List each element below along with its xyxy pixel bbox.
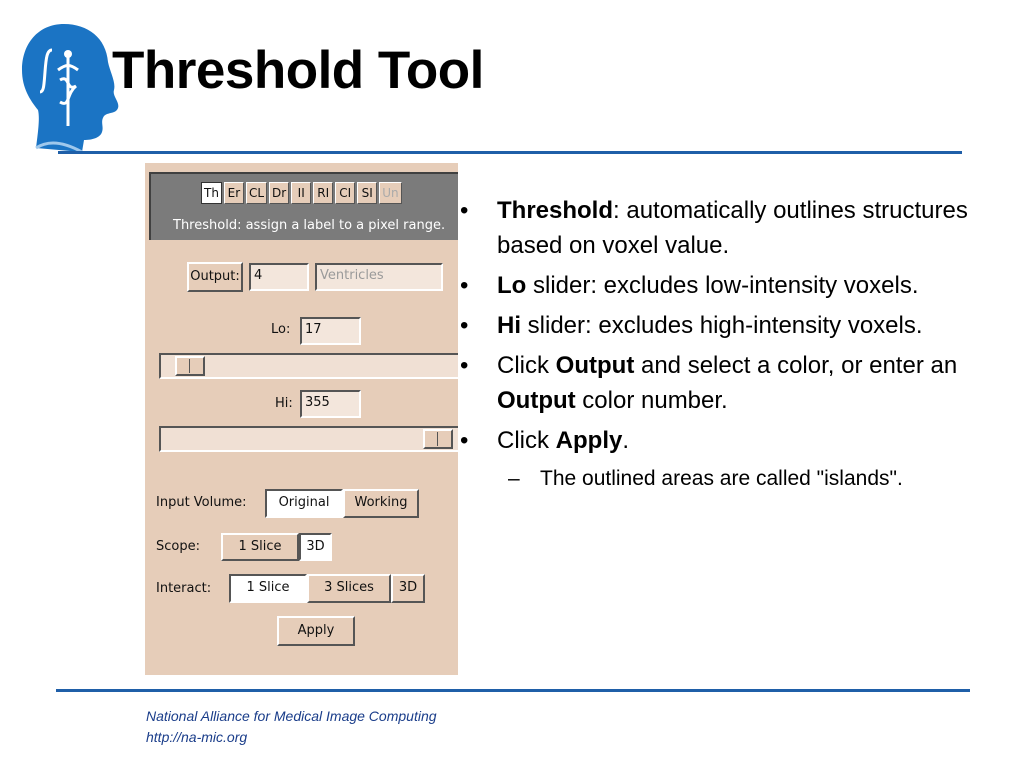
bullet-text: slider: excludes high-intensity voxels. (521, 312, 923, 339)
tab-si[interactable]: SI (357, 182, 377, 204)
tab-ci[interactable]: CI (335, 182, 355, 204)
bullet-text: color number. (575, 387, 728, 414)
apply-button[interactable]: Apply (277, 616, 355, 646)
bullet-bold: Lo (497, 272, 527, 299)
input-volume-label: Input Volume: (156, 495, 247, 510)
bullet-bold: Threshold (497, 197, 614, 224)
input-volume-working-button[interactable]: Working (343, 489, 419, 518)
tab-erode[interactable]: Er (224, 182, 244, 204)
title-divider (58, 151, 962, 154)
hi-slider-handle[interactable] (423, 429, 453, 449)
footer (146, 706, 437, 748)
tab-change-label[interactable]: CL (246, 182, 267, 204)
lo-value-input[interactable]: 17 (300, 317, 361, 345)
scope-3d-button[interactable]: 3D (299, 533, 332, 561)
bullet-text: : automatically outlines structures based on voxel value. (497, 197, 968, 259)
bullet-text: slider: excludes low-intensity voxels. (526, 272, 919, 299)
footer-org: National Alliance for Medical Image Computing (146, 708, 437, 724)
bullet-hi: • Hi slider: excludes high-intensity voxels. (460, 312, 923, 339)
subbullet-text: The outlined areas are called "islands". (540, 467, 903, 490)
namic-head-logo (18, 22, 124, 154)
bullet-bold: Output (555, 352, 635, 379)
interact-1-slice-button[interactable]: 1 Slice (229, 574, 307, 603)
subbullet-islands: – The outlined areas are called "islands". (508, 467, 903, 490)
output-value-input[interactable]: 4 (249, 263, 309, 291)
tab-undo[interactable]: Un (379, 182, 401, 204)
tab-ri[interactable]: RI (313, 182, 333, 204)
bullet-apply: • Click Apply. (460, 427, 630, 454)
bullet-text: . (622, 427, 630, 454)
scope-1-slice-button[interactable]: 1 Slice (221, 533, 299, 561)
bullet-text: Click (497, 427, 556, 454)
lo-label: Lo: (271, 322, 291, 337)
footer-divider (56, 689, 970, 692)
tab-threshold[interactable]: Th (201, 182, 222, 204)
effect-tab-bar (149, 172, 458, 240)
hi-value-input[interactable]: 355 (300, 390, 361, 418)
bullet-bold: Output (497, 387, 576, 414)
lo-slider-handle[interactable] (175, 356, 205, 376)
bullet-bold: Hi (497, 312, 521, 339)
bullet-bold: Apply (555, 427, 623, 454)
scope-label: Scope: (156, 539, 200, 554)
lo-slider[interactable] (159, 353, 458, 379)
bullet-threshold: • Threshold: automatically outlines structures based on voxel value. (460, 197, 968, 259)
threshold-panel (145, 163, 458, 675)
output-button[interactable]: Output: (187, 262, 243, 292)
slide-title: Threshold Tool (112, 41, 484, 100)
bullet-lo: • Lo slider: excludes low-intensity voxels. (460, 272, 919, 299)
tab-ii[interactable]: II (291, 182, 311, 204)
output-label-name: Ventricles (315, 263, 443, 291)
hi-slider[interactable] (159, 426, 458, 452)
input-volume-original-button[interactable]: Original (265, 489, 343, 518)
bullet-list (460, 193, 980, 494)
interact-3-slices-button[interactable]: 3 Slices (307, 574, 391, 603)
footer-url[interactable]: http://na-mic.org (146, 729, 248, 745)
bullet-text: and select a color, or enter an (634, 352, 958, 379)
hi-label: Hi: (275, 396, 293, 411)
bullet-text: Click (497, 352, 556, 379)
tab-draw[interactable]: Dr (269, 182, 289, 204)
tool-description: Threshold: assign a label to a pixel range. (173, 218, 446, 233)
interact-label: Interact: (156, 581, 212, 596)
bullet-output: • Click Output and select a color, or enter an Output color number. (460, 352, 958, 414)
interact-3d-button[interactable]: 3D (391, 574, 425, 603)
